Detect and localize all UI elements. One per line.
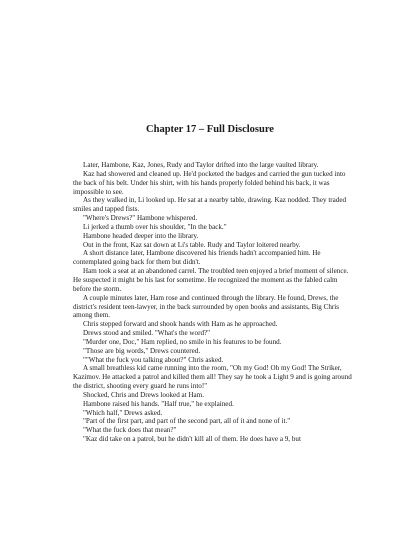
paragraph: Hambone raised his hands. "Half true," he explained. bbox=[83, 399, 234, 408]
paragraph: Chris stepped forward and shook hands with Ham as he approached. bbox=[83, 320, 278, 329]
paragraph: "Murder one, Doc," Ham replied, no smile in his features to be found. bbox=[83, 337, 282, 346]
paragraph: Kaz had showered and cleaned up. He'd pocketed the badges and carried the gun tucked into the back of his belt. Under his shirt, with his hands properly folded behind his back, it was impossible to see. bbox=[73, 169, 346, 196]
paragraph: "Those are big words," Drews countered. bbox=[83, 346, 201, 355]
paragraph: "What the fuck does that mean?" bbox=[83, 426, 177, 435]
paragraph: A small breathless kid came running into the room, "Oh my God! Oh my God! The Striker, Kazimov. He attacked a patrol and killed them all! They say he took a Light 9 and is going around the district, shooting every guard he runs into!" bbox=[73, 364, 352, 391]
paragraph: Shocked, Chris and Drews looked at Ham. bbox=[83, 390, 204, 399]
paragraph: ""What the fuck you talking about?" Chris asked. bbox=[83, 355, 224, 364]
chapter-title: Chapter 17 – Full Disclosure bbox=[146, 124, 274, 135]
paragraph: Hambone headed deeper into the library. bbox=[83, 231, 199, 240]
paragraph: "Part of the first part, and part of the second part, all of it and none of it." bbox=[83, 417, 291, 426]
paragraph: Ham took a seat at an abandoned carrel. The troubled teen enjoyed a brief moment of silence. He suspected it might be his last for sometime. He recognized the moment as the fabled calm before the storm. bbox=[73, 267, 349, 293]
paragraph: "Kaz did take on a patrol, but he didn't kill all of them. He does have a 9, but bbox=[83, 435, 301, 444]
paragraph: Li jerked a thumb over his shoulder, "In the back." bbox=[83, 222, 227, 231]
paragraph: Drews stood and smiled. "What's the word?" bbox=[83, 329, 211, 338]
paragraph: Out in the front, Kaz sat down at Li's table. Rudy and Taylor loitered nearby. bbox=[83, 240, 301, 249]
paragraph: "Where's Drews?" Hambone whispered. bbox=[83, 214, 198, 223]
paragraph: Later, Hambone, Kaz, Jones, Rudy and Taylor drifted into the large vaulted library. bbox=[83, 161, 319, 169]
paragraph: As they walked in, Li looked up. He sat at a nearby table, drawing. Kaz nodded. They traded smiles and tapped fists. bbox=[73, 196, 347, 214]
paragraph: A couple minutes later, Ham rose and continued through the library. He found, Drews, the district's resident teen-lawyer, in the back surrounded by open books and assistants, Big Chris among them. bbox=[73, 293, 339, 320]
paragraph: "Which half," Drews asked. bbox=[83, 408, 163, 417]
paragraph: A short distance later, Hambone discovered his friends hadn't accompanied him. He contemplated going back for them but didn't. bbox=[73, 249, 321, 267]
chapter-body bbox=[73, 161, 355, 444]
